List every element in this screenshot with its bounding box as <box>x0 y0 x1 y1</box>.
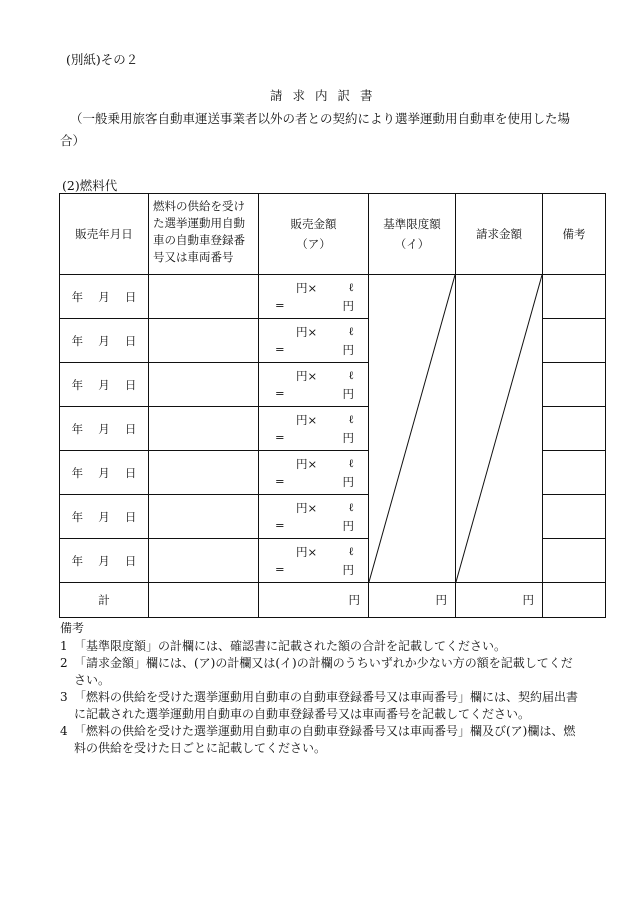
year-label: 年 <box>71 421 84 436</box>
header-standard-limit-mark: （イ） <box>394 237 430 251</box>
sale-date-cell <box>60 407 149 451</box>
sale-amount-cell[interactable] <box>259 495 369 539</box>
year-label: 年 <box>71 377 84 392</box>
yen-label: 円 <box>342 475 354 489</box>
header-sale-amount <box>259 194 369 275</box>
vehicle-number-cell[interactable] <box>149 363 259 407</box>
month-label: 月 <box>98 465 110 480</box>
remarks-cell[interactable] <box>543 451 606 495</box>
claim-amount-crossed-cell <box>456 275 543 583</box>
equals-label: = <box>275 386 285 400</box>
total-sale-amount[interactable]: 円 <box>259 583 369 618</box>
note-number: 2 <box>60 656 68 670</box>
month-label: 月 <box>98 421 110 436</box>
liter-label: ℓ <box>348 280 354 294</box>
note-text: 「燃料の供給を受けた選挙運動用自動車の自動車登録番号又は車両番号」欄には、契約届出書に記載された選挙運動用自動車の自動車登録番号又は車両番号を記載してください。 <box>74 690 579 721</box>
year-label: 年 <box>71 553 84 568</box>
document-title: 請求内訳書 <box>270 88 383 103</box>
remarks-cell[interactable] <box>543 363 606 407</box>
notes-heading: 備考 <box>60 621 85 635</box>
total-remarks-cell[interactable] <box>543 583 606 618</box>
note-item <box>60 655 580 689</box>
header-remarks: 備考 <box>543 194 606 275</box>
month-label: 月 <box>98 333 110 348</box>
month-label: 月 <box>98 509 110 524</box>
remarks-cell[interactable] <box>543 539 606 583</box>
liter-label: ℓ <box>348 500 354 514</box>
sale-date-cell <box>60 319 149 363</box>
year-label: 年 <box>71 333 84 348</box>
liter-label: ℓ <box>348 368 354 382</box>
note-item <box>60 723 580 757</box>
day-label: 日 <box>124 465 137 480</box>
header-label: (別紙)その２ <box>66 52 139 67</box>
equals-label: = <box>275 562 285 576</box>
liter-label: ℓ <box>348 456 354 470</box>
remarks-cell[interactable] <box>543 495 606 539</box>
sale-amount-cell[interactable] <box>259 363 369 407</box>
vehicle-number-cell[interactable] <box>149 275 259 319</box>
day-label: 日 <box>124 421 137 436</box>
vehicle-number-cell[interactable] <box>149 451 259 495</box>
yen-label: 円 <box>342 431 354 445</box>
equals-label: = <box>275 518 285 532</box>
note-number: 1 <box>60 639 68 653</box>
header-standard-limit <box>369 194 456 275</box>
note-text: 「請求金額」欄には、(ア)の計欄又は(イ)の計欄のうちいずれか少ない方の額を記載してください。 <box>74 656 573 687</box>
day-label: 日 <box>124 333 137 348</box>
note-text: 「燃料の供給を受けた選挙運動用自動車の自動車登録番号又は車両番号」欄及び(ア)欄は、燃料の供給を受けた日ごとに記載してください。 <box>74 724 576 755</box>
note-text: 「基準限度額」の計欄には、確認書に記載された額の合計を記載してください。 <box>74 639 507 653</box>
equals-label: = <box>275 342 285 356</box>
year-label: 年 <box>71 465 84 480</box>
notes-section <box>60 620 580 757</box>
yen-label: 円 <box>342 299 354 313</box>
total-claim-amount[interactable]: 円 <box>456 583 543 618</box>
sale-amount-cell[interactable] <box>259 319 369 363</box>
table-header-row <box>60 194 606 275</box>
note-item <box>60 689 580 723</box>
note-number: 3 <box>60 690 68 704</box>
sale-date-cell <box>60 539 149 583</box>
yen-times-label: 円× <box>296 457 318 471</box>
diagonal-strike-line <box>456 275 542 582</box>
yen-times-label: 円× <box>296 281 318 295</box>
equals-label: = <box>275 430 285 444</box>
equals-label: = <box>275 474 285 488</box>
remarks-cell[interactable] <box>543 407 606 451</box>
yen-label: 円 <box>342 343 354 357</box>
document-subtitle: （一般乗用旅客自動車運送事業者以外の者との契約により選挙運動用自動車を使用した場合） <box>60 111 571 148</box>
note-number: 4 <box>60 724 68 738</box>
sale-date-cell <box>60 451 149 495</box>
remarks-cell[interactable] <box>543 275 606 319</box>
sale-amount-cell[interactable] <box>259 451 369 495</box>
month-label: 月 <box>98 377 110 392</box>
yen-times-label: 円× <box>296 325 318 339</box>
total-label: 計 <box>60 583 149 618</box>
yen-times-label: 円× <box>296 413 318 427</box>
vehicle-number-cell[interactable] <box>149 539 259 583</box>
sale-amount-cell[interactable] <box>259 539 369 583</box>
header-sale-amount-label: 販売金額 <box>290 217 337 231</box>
header-standard-limit-label: 基準限度額 <box>383 217 441 231</box>
sale-amount-cell[interactable] <box>259 407 369 451</box>
header-claim-amount: 請求金額 <box>456 194 543 275</box>
month-label: 月 <box>98 289 110 304</box>
header-sale-date: 販売年月日 <box>60 194 149 275</box>
vehicle-number-cell[interactable] <box>149 407 259 451</box>
diagonal-strike-line <box>369 275 455 582</box>
sale-amount-cell[interactable] <box>259 275 369 319</box>
total-standard-limit[interactable]: 円 <box>369 583 456 618</box>
standard-limit-crossed-cell <box>369 275 456 583</box>
day-label: 日 <box>124 553 137 568</box>
table-row <box>60 275 606 319</box>
liter-label: ℓ <box>348 324 354 338</box>
yen-label: 円 <box>342 387 354 401</box>
section-label: (2)燃料代 <box>62 178 118 193</box>
header-sale-amount-mark: （ア） <box>296 237 331 251</box>
year-label: 年 <box>71 509 84 524</box>
yen-label: 円 <box>342 519 354 533</box>
month-label: 月 <box>98 553 110 568</box>
liter-label: ℓ <box>348 544 354 558</box>
year-label: 年 <box>71 289 84 304</box>
vehicle-number-cell[interactable] <box>149 319 259 363</box>
liter-label: ℓ <box>348 412 354 426</box>
yen-label: 円 <box>342 563 354 577</box>
total-row <box>60 583 606 618</box>
sale-date-cell <box>60 495 149 539</box>
yen-times-label: 円× <box>296 501 318 515</box>
fuel-cost-table <box>59 193 606 618</box>
day-label: 日 <box>124 377 137 392</box>
sale-date-cell <box>60 363 149 407</box>
total-vehicle-cell <box>149 583 259 618</box>
day-label: 日 <box>124 509 137 524</box>
yen-times-label: 円× <box>296 369 318 383</box>
header-vehicle-number: 燃料の供給を受けた選挙運動用自動車の自動車登録番号又は車両番号 <box>149 194 259 275</box>
note-item <box>60 638 580 655</box>
remarks-cell[interactable] <box>543 319 606 363</box>
yen-times-label: 円× <box>296 545 318 559</box>
day-label: 日 <box>124 289 137 304</box>
sale-date-cell <box>60 275 149 319</box>
equals-label: = <box>275 298 285 312</box>
vehicle-number-cell[interactable] <box>149 495 259 539</box>
